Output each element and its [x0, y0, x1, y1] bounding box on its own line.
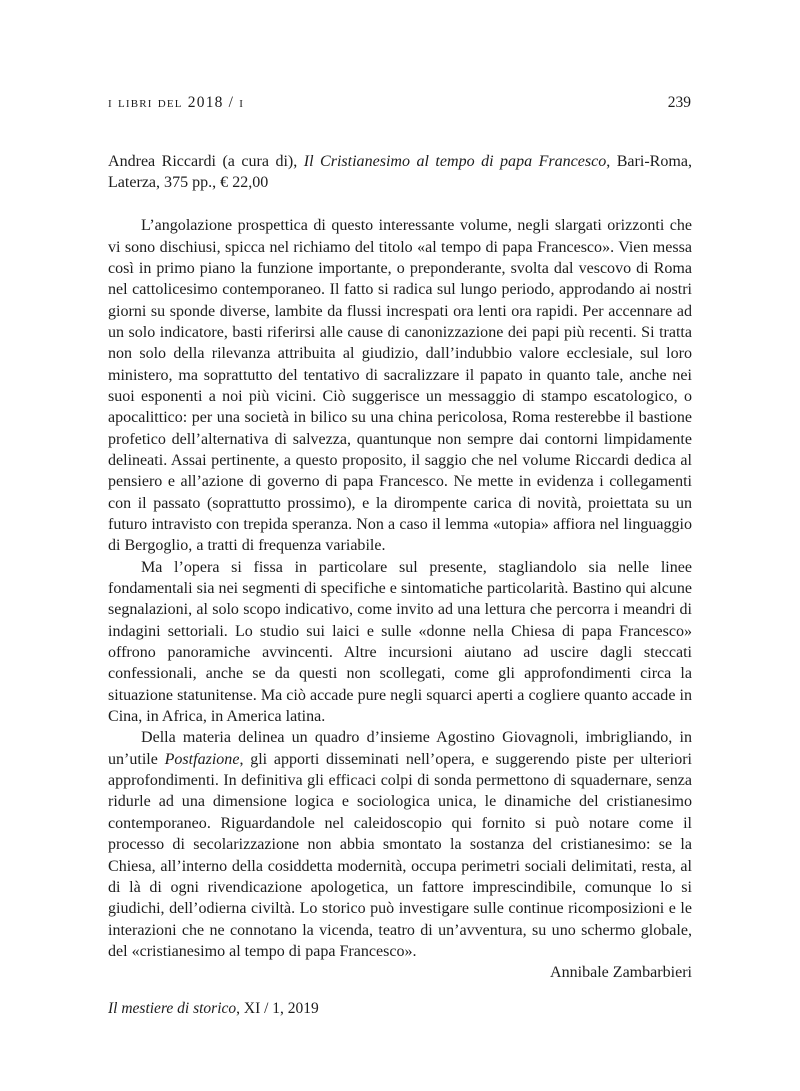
postfazione-italic: Postfazione — [164, 750, 240, 768]
paragraph-1: L’angolazione prospettica di questo interessante volume, negli slargati orizzonti che vi sono dischiusi, spicca nel richiamo del titolo «al tempo di papa Francesco». Vien messa così in primo piano la funzione importante, o preponderante, svolta dal vescovo di Roma nel cattolicesimo contemporaneo. Il fatto si radica sul lungo periodo, approdando ai nostri giorni su sponde diverse, lambite da flussi increspati ora lenti ora rapidi. Per accennare ad un solo indicatore, basti riferirsi alle cause di canonizzazione dei papi più recenti. Si tratta non solo della rilevanza attribuita al giudizio, dall’indubbio valore ecclesiale, sul loro ministero, ma soprattutto del tentativo di sacralizzare il papato in quanto tale, anche nei suoi esponenti a noi più vicini. Ciò suggerisce un messaggio di stampo escatologico, o apocalittico: per una società in bilico su una china pericolosa, Roma resterebbe il bastione profetico dell’alternativa di salvezza, quantunque non sempre dai contorni limpidamente delineati. Assai pertinente, a questo proposito, il saggio che nel volume Riccardi dedica al pensiero e all’azione di governo di papa Francesco. Ne mette in evidenza i collegamenti con il passato (soprattutto prossimo), e la dirompente carica di novità, proiettata su un futuro intravisto con trepida speranza. Non a caso il lemma «utopia» affiora nel linguaggio di Bergoglio, a tratti di frequenza variabile. — [108, 217, 692, 555]
journal-issue: , XI / 1, 2019 — [236, 1000, 319, 1017]
running-head: i libri del 2018 / i — [108, 94, 245, 111]
reviewer-name: Annibale Zambarbieri — [550, 964, 692, 982]
citation-publication: , Bari-Roma, Laterza, 375 pp., € 22,00 — [108, 153, 692, 192]
page-footer — [108, 1000, 319, 1018]
citation-author: Andrea Riccardi (a cura di), — [108, 153, 304, 170]
book-citation — [108, 151, 692, 194]
journal-name: Il mestiere di storico — [108, 1000, 237, 1017]
page-number: 239 — [667, 94, 691, 111]
paragraph-3 — [108, 727, 692, 962]
paragraph-2: Ma l’opera si fissa in particolare sul presente, stagliandolo sia nelle linee fondamentali sia nei segmenti di specifiche e sintomatiche particolarità. Bastino qui alcune segnalazioni, al solo scopo indicativo, come invito ad una lettura che percorra i meandri di indagini settoriali. Lo studio sui laici e sulle «donne nella Chiesa di papa Francesco» offrono panoramiche avvincenti. Altre incursioni aiutano ad uscire dagli steccati confessionali, anche se da questi non scollegati, come gli approfondimenti circa la situazione statunitense. Ma ciò accade pure negli squarci aperti a cogliere quanto accade in Cina, in Africa, in America latina. — [108, 558, 692, 726]
review-body — [108, 215, 692, 983]
citation-title: Il Cristianesimo al tempo di papa Francesco — [303, 153, 607, 170]
review-content — [108, 151, 692, 984]
page-header — [108, 94, 691, 118]
paragraph-3-text-after: , gli apporti disseminati nell’opera, e suggerendo piste per ulteriori approfondimenti. In definitiva gli efficaci colpi di sonda permettono di squadernare, senza ridurle ad una dimensione logica e sociologica unica, le dinamiche del cristianesimo contemporaneo. Riguardandole nel caleidoscopio qui fornito si può notare come il processo di secolarizzazione non abbia smontato la sostanza del cristianesimo: se la Chiesa, all’interno della cosiddetta modernità, occupa perimetri sociali delimitati, resta, al di là di ogni rivendicazione apologetica, un fattore imprescindibile, comunque lo si giudichi, dell’odierna civiltà. Lo storico può investigare sulle continue ricomposizioni e le interazioni che ne connotano la vicenda, teatro di un’avventura, su uno schermo globale, del «cristianesimo al tempo di papa Francesco». — [108, 750, 692, 960]
paragraph-3-text-before: Della materia delinea un quadro d’insieme Agostino Giovagnoli, imbrigliando, in un’utile — [108, 729, 692, 768]
